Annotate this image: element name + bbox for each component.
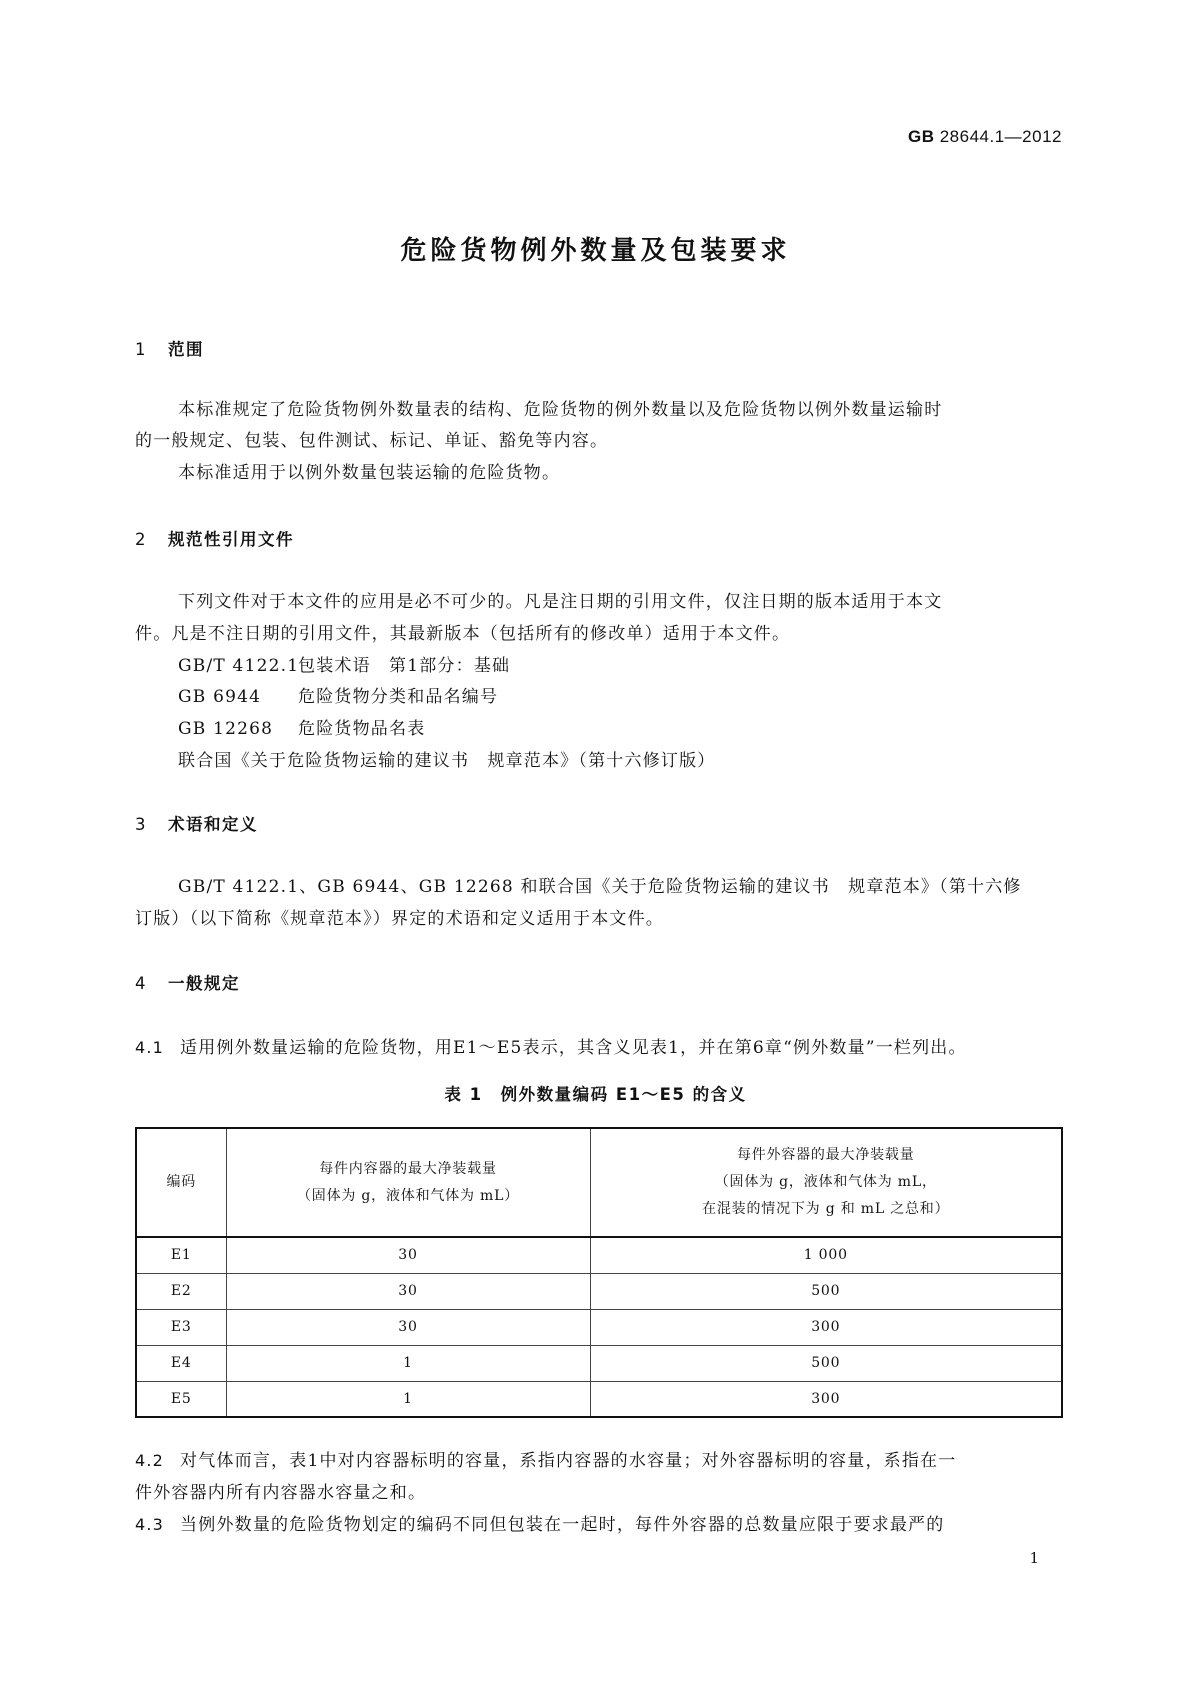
cell-code: E1 — [136, 1237, 226, 1273]
reference-item — [178, 714, 425, 739]
table-header-row — [136, 1128, 1062, 1237]
header-outer-max — [590, 1128, 1062, 1237]
cell-code: E2 — [136, 1273, 226, 1309]
cell-outer: 300 — [590, 1309, 1062, 1345]
section-1-para-1-line-2: 的一般规定、包装、包件测试、标记、单证、豁免等内容。 — [135, 431, 609, 451]
reference-code: GB 12268 — [178, 719, 274, 739]
clause-4-2-line-1 — [135, 1446, 956, 1471]
cell-outer: 500 — [590, 1345, 1062, 1381]
section-1-para-1-line-1: 本标准规定了危险货物例外数量表的结构、危险货物的例外数量以及危险货物以例外数量运输时 — [178, 400, 943, 420]
reference-item — [178, 651, 510, 676]
cell-inner: 30 — [226, 1309, 590, 1345]
header-line: 在混装的情况下为 g 和 mL 之总和） — [702, 1201, 950, 1217]
cell-inner: 30 — [226, 1237, 590, 1273]
section-number: 3 — [135, 815, 147, 834]
reference-title: 危险货物分类和品名编号 — [298, 687, 499, 707]
reference-code: GB/T 4122.1 — [178, 656, 300, 676]
section-title: 范围 — [168, 340, 204, 359]
reference-item — [178, 682, 498, 707]
cell-inner: 30 — [226, 1273, 590, 1309]
cell-inner: 1 — [226, 1345, 590, 1381]
standard-number — [908, 127, 1062, 147]
cell-outer: 500 — [590, 1273, 1062, 1309]
cell-code: E4 — [136, 1345, 226, 1381]
section-title: 一般规定 — [168, 974, 240, 993]
cell-code: E3 — [136, 1309, 226, 1345]
table-caption: 表 1 例外数量编码 E1～E5 的含义 — [444, 1085, 747, 1104]
cell-outer: 300 — [590, 1381, 1062, 1417]
clause-number: 4.1 — [135, 1038, 165, 1057]
table-row — [136, 1273, 1062, 1309]
table-row — [136, 1381, 1062, 1417]
reference-code: GB 6944 — [178, 687, 262, 707]
section-title: 规范性引用文件 — [168, 530, 294, 549]
header-inner-max — [226, 1128, 590, 1237]
clause-4-1 — [135, 1033, 967, 1058]
clause-4-3 — [135, 1510, 944, 1535]
section-3-para-line-1: GB/T 4122.1、GB 6944、GB 12268 和联合国《关于危险货物运输的建议书 规章范本》（第十六修 — [178, 877, 1022, 897]
section-4-heading — [135, 970, 240, 994]
section-3-para-line-2: 订版）（以下简称《规章范本》）界定的术语和定义适用于本文件。 — [135, 909, 664, 929]
page-number: 1 — [1029, 1549, 1039, 1567]
clause-text: 对气体而言，表1中对内容器标明的容量，系指内容器的水容量；对外容器标明的容量，系指在一 — [180, 1451, 957, 1471]
section-number: 1 — [135, 340, 147, 359]
section-3-heading — [135, 811, 258, 835]
header-code: 编码 — [136, 1128, 226, 1237]
table-row — [136, 1345, 1062, 1381]
section-1-heading — [135, 336, 204, 360]
clause-number: 4.2 — [135, 1451, 165, 1470]
section-number: 2 — [135, 530, 147, 549]
cell-code: E5 — [136, 1381, 226, 1417]
cell-outer: 1 000 — [590, 1237, 1062, 1273]
clause-text: 当例外数量的危险货物划定的编码不同但包装在一起时，每件外容器的总数量应限于要求最严的 — [180, 1515, 945, 1535]
document-title: 危险货物例外数量及包装要求 — [400, 236, 791, 266]
reference-title: 危险货物品名表 — [298, 719, 426, 739]
section-title: 术语和定义 — [168, 815, 258, 834]
exception-quantity-table — [135, 1127, 1063, 1418]
section-1-para-2: 本标准适用于以例外数量包装运输的危险货物。 — [178, 463, 561, 483]
section-2-para-1-line-1: 下列文件对于本文件的应用是必不可少的。凡是注日期的引用文件，仅注日期的版本适用于本文 — [178, 592, 943, 612]
standard-code: 28644.1—2012 — [939, 127, 1062, 146]
section-number: 4 — [135, 974, 147, 993]
reference-item-un: 联合国《关于危险货物运输的建议书 规章范本》（第十六修订版） — [178, 751, 716, 771]
header-line: （固体为 g，液体和气体为 mL， — [714, 1174, 937, 1190]
reference-title: 包装术语 第1部分：基础 — [298, 656, 511, 676]
table-row — [136, 1309, 1062, 1345]
clause-number: 4.3 — [135, 1515, 165, 1534]
standard-prefix: GB — [907, 127, 935, 146]
table-row — [136, 1237, 1062, 1273]
header-line: 每件外容器的最大净装载量 — [736, 1147, 915, 1163]
clause-4-2-line-2: 件外容器内所有内容器水容量之和。 — [135, 1483, 427, 1503]
section-2-heading — [135, 526, 294, 550]
header-line: （固体为 g，液体和气体为 mL） — [296, 1187, 520, 1204]
cell-inner: 1 — [226, 1381, 590, 1417]
header-line: 每件内容器的最大净装载量 — [319, 1160, 497, 1177]
section-2-para-1-line-2: 件。凡是不注日期的引用文件，其最新版本（包括所有的修改单）适用于本文件。 — [135, 624, 791, 644]
clause-text: 适用例外数量运输的危险货物，用E1～E5表示，其含义见表1，并在第6章“例外数量”一栏列出。 — [180, 1038, 967, 1058]
